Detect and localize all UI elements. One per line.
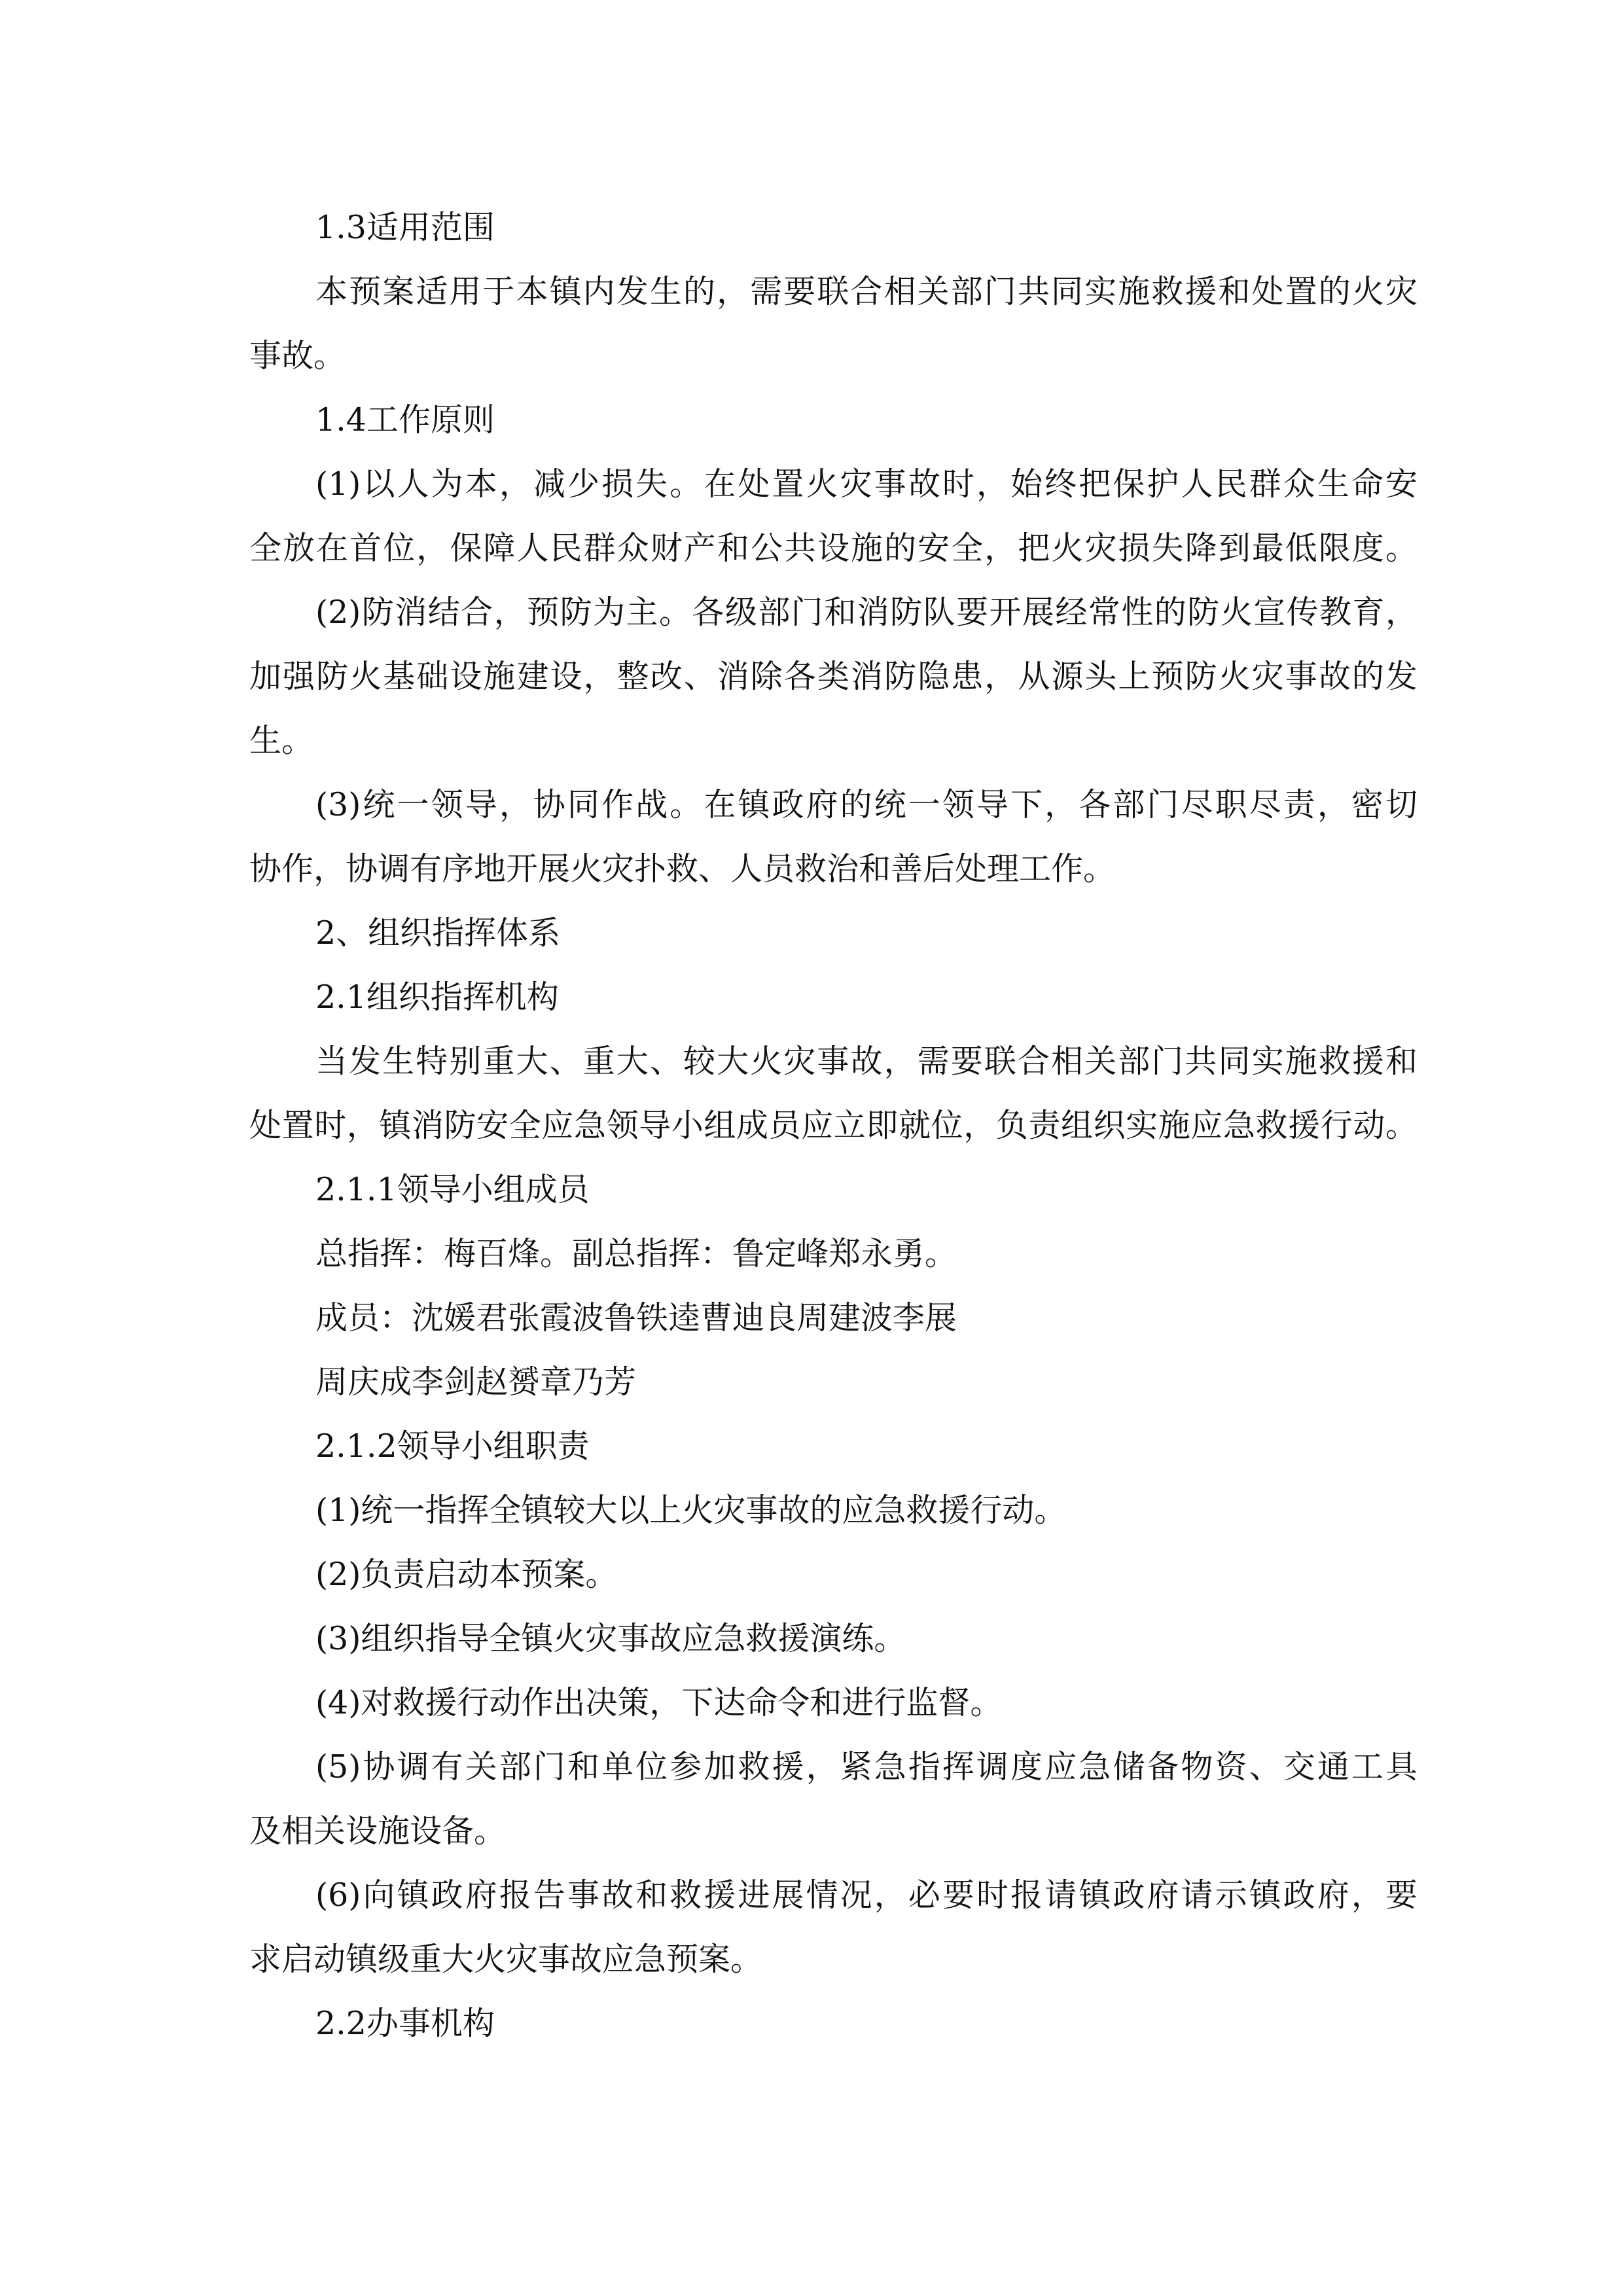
heading-2-1-2-leader-group-duties: 2.1.2领导小组职责 bbox=[315, 1427, 590, 1465]
principle-1-line: (1)以人为本，减少损失。在处置火灾事故时，始终把保护人民群众生命安 bbox=[315, 465, 1418, 503]
duty-3-line: (3)组织指导全镇火灾事故应急救援演练。 bbox=[315, 1620, 906, 1657]
scope-paragraph-line: 事故。 bbox=[249, 337, 346, 374]
duty-6-line: 求启动镇级重大火灾事故应急预案。 bbox=[249, 1941, 763, 1978]
members-line: 成员：沈媛君张霞波鲁铁逵曹迪良周建波李展 bbox=[315, 1299, 957, 1336]
heading-2-1-command-organization: 2.1组织指挥机构 bbox=[315, 978, 559, 1016]
organization-paragraph-line: 处置时，镇消防安全应急领导小组成员应立即就位，负责组织实施应急救援行动。 bbox=[249, 1107, 1418, 1144]
heading-1-4-principles: 1.4工作原则 bbox=[315, 401, 495, 439]
heading-2-command-system: 2、组织指挥体系 bbox=[315, 914, 561, 952]
document-body bbox=[249, 196, 1418, 2056]
duty-5-line: 及相关设施设备。 bbox=[249, 1812, 507, 1850]
principle-2-line: (2)防消结合，预防为主。各级部门和消防队要开展经常性的防火宣传教育， bbox=[315, 594, 1418, 631]
organization-paragraph-line: 当发生特别重大、重大、较大火灾事故，需要联合相关部门共同实施救援和 bbox=[315, 1043, 1418, 1080]
duty-4-line: (4)对救援行动作出决策，下达命令和进行监督。 bbox=[315, 1684, 1003, 1721]
duty-2-line: (2)负责启动本预案。 bbox=[315, 1556, 618, 1593]
principle-1-line: 全放在首位，保障人民群众财产和公共设施的安全，把火灾损失降到最低限度。 bbox=[249, 529, 1418, 567]
heading-2-1-1-leader-group-members: 2.1.1领导小组成员 bbox=[315, 1171, 590, 1208]
principle-3-line: 协作，协调有序地开展火灾扑救、人员救治和善后处理工作。 bbox=[249, 850, 1116, 888]
members-line: 周庆成李剑赵赟章乃芳 bbox=[315, 1363, 637, 1401]
principle-2-line: 加强防火基础设施建设，整改、消除各类消防隐患，从源头上预防火灾事故的发 bbox=[249, 658, 1418, 695]
principle-2-line: 生。 bbox=[249, 722, 314, 759]
commanders-line: 总指挥：梅百烽。副总指挥：鲁定峰郑永勇。 bbox=[315, 1235, 957, 1272]
duty-5-line: (5)协调有关部门和单位参加救援，紧急指挥调度应急储备物资、交通工具 bbox=[315, 1748, 1418, 1785]
principle-3-line: (3)统一领导，协同作战。在镇政府的统一领导下，各部门尽职尽责，密切 bbox=[315, 786, 1418, 823]
heading-2-2-working-office: 2.2办事机构 bbox=[315, 2005, 495, 2042]
duty-1-line: (1)统一指挥全镇较大以上火灾事故的应急救援行动。 bbox=[315, 1492, 1067, 1529]
scope-paragraph-line: 本预案适用于本镇内发生的，需要联合相关部门共同实施救援和处置的火灾 bbox=[315, 273, 1418, 310]
duty-6-line: (6)向镇政府报告事故和救援进展情况，必要时报请镇政府请示镇政府，要 bbox=[315, 1876, 1418, 1914]
heading-1-3-scope: 1.3适用范围 bbox=[315, 209, 495, 246]
